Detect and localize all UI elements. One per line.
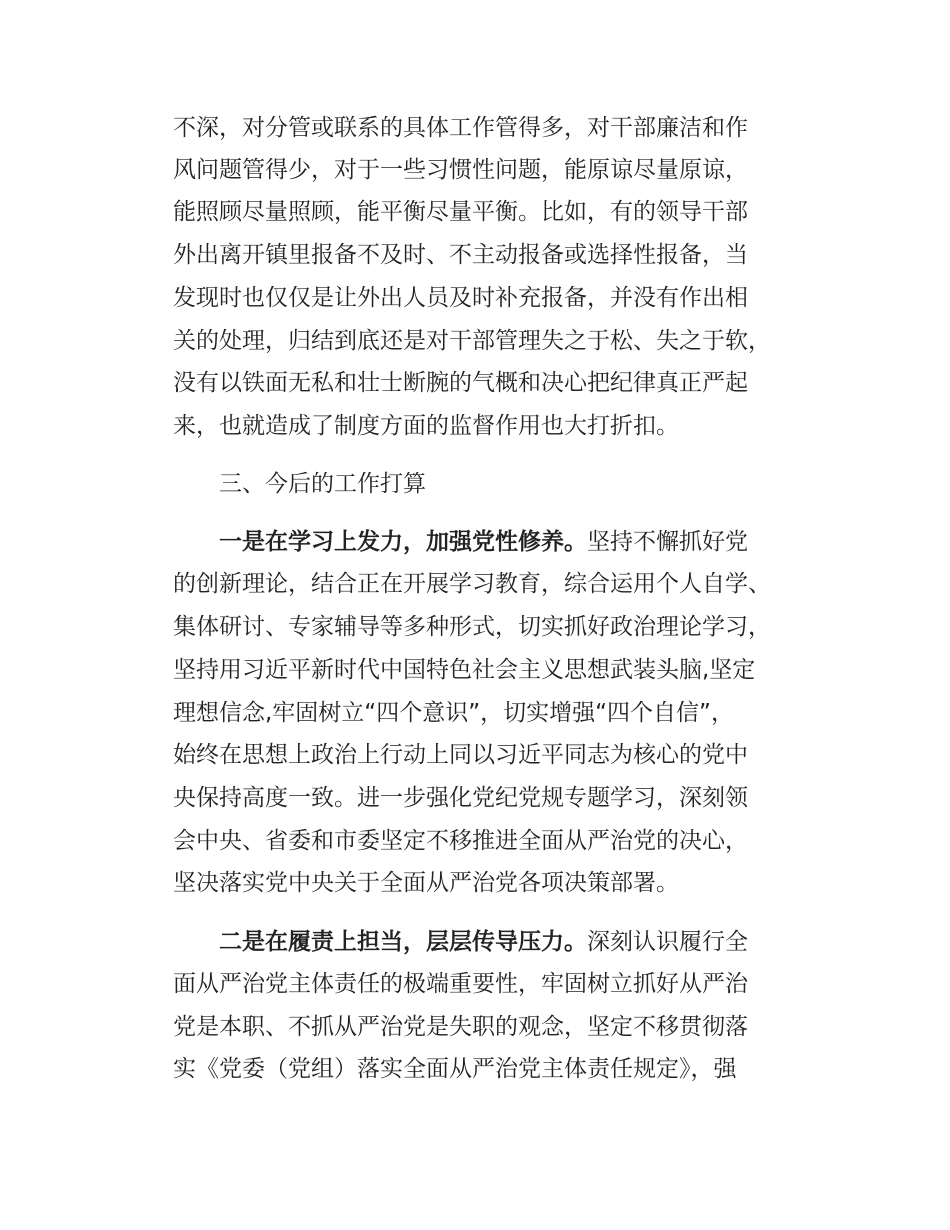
body-line: 集体研讨、专家辅导等多种形式，切实抓好政治理论学习， <box>173 614 771 640</box>
body-line: 能照顾尽量照顾，能平衡尽量平衡。比如，有的领导干部 <box>173 199 748 225</box>
body-line: 面从严治党主体责任的极端重要性，牢固树立抓好从严治 <box>173 971 748 997</box>
paragraph-first-rest: 坚持不懈抓好党 <box>587 529 748 555</box>
body-line: 坚决落实党中央关于全面从严治党各项决策部署。 <box>173 870 679 896</box>
body-line: 党是本职、不抓从严治党是失职的观念，坚定不移贯彻落 <box>173 1014 748 1040</box>
body-line: 来，也就造成了制度方面的监督作用也大打折扣。 <box>173 413 679 439</box>
paragraph-first-rest: 深刻认识履行全 <box>587 929 748 955</box>
body-line: 外出离开镇里报备不及时、不主动报备或选择性报备，当 <box>173 242 748 268</box>
paragraph-lead: 一是在学习上发力，加强党性修养。 <box>219 529 587 555</box>
body-line: 始终在思想上政治上行动上同以习近平同志为核心的党中 <box>173 742 748 768</box>
body-line: 理想信念,牢固树立“四个意识”，切实增强“四个自信”， <box>173 700 734 726</box>
body-line: 的创新理论，结合正在开展学习教育，综合运用个人自学、 <box>173 571 771 597</box>
body-line: 没有以铁面无私和壮士断腕的气概和决心把纪律真正严起 <box>173 370 748 396</box>
paragraph-lead: 二是在履责上担当，层层传导压力。 <box>219 929 587 955</box>
body-line: 风问题管得少，对于一些习惯性问题，能原谅尽量原谅， <box>173 157 748 183</box>
paragraph-first-line <box>219 522 859 562</box>
body-line: 央保持高度一致。进一步强化党纪党规专题学习，深刻领 <box>173 785 748 811</box>
body-line: 发现时也仅仅是让外出人员及时补充报备，并没有作出相 <box>173 285 748 311</box>
body-line: 不深，对分管或联系的具体工作管得多，对干部廉洁和作 <box>173 115 748 141</box>
section-heading: 三、今后的工作打算 <box>219 471 426 497</box>
body-line: 关的处理，归结到底还是对干部管理失之于松、失之于软， <box>173 328 771 354</box>
body-line: 实《党委（党组）落实全面从严治党主体责任规定》，强 <box>173 1056 737 1082</box>
body-line: 会中央、省委和市委坚定不移推进全面从严治党的决心， <box>173 828 748 854</box>
body-line: 坚持用习近平新时代中国特色社会主义思想武装头脑,坚定 <box>173 657 756 683</box>
paragraph-first-line <box>219 922 859 962</box>
